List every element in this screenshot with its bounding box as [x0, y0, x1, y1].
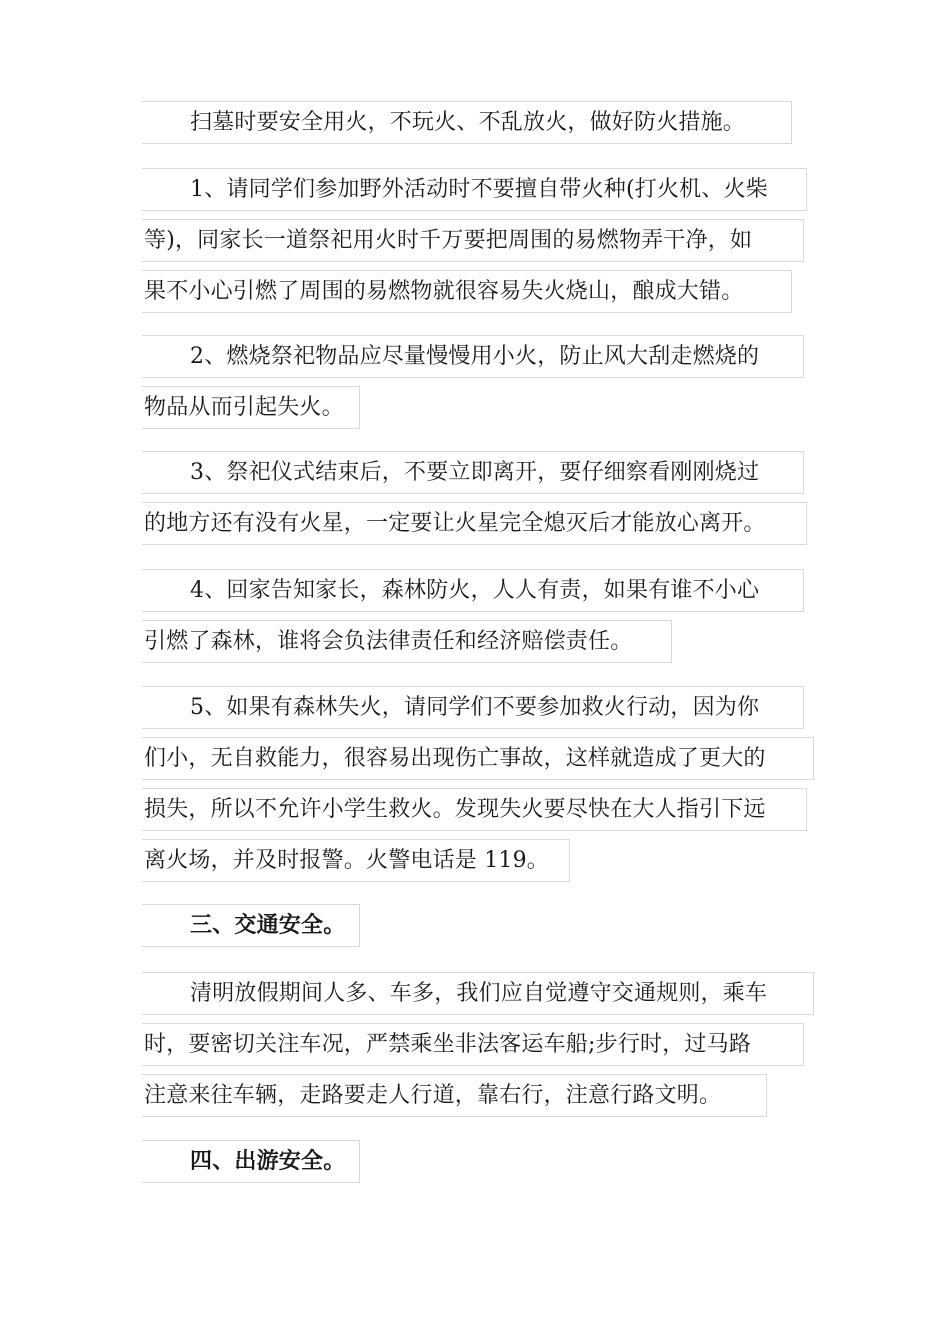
text-line	[142, 616, 759, 667]
line-text: 5、如果有森林失火，请同学们不要参加救火行动，因为你	[190, 695, 760, 720]
heading-line	[142, 900, 345, 951]
heading-text: 四、出游安全。	[190, 1148, 346, 1174]
line-text: 损失，所以不允许小学生救火。发现失火要尽快在大人指引下远	[144, 797, 766, 822]
line-text: 等)，同家长一道祭祀用火时千万要把周围的易燃物弄干净，如	[144, 228, 753, 253]
text-line	[142, 835, 766, 886]
text-line	[142, 447, 766, 498]
paragraph-fire-safety-intro	[142, 97, 745, 148]
text-line	[142, 784, 766, 835]
text-line	[142, 215, 768, 266]
text-line	[142, 682, 766, 733]
section-heading-travel-safety	[142, 1136, 345, 1187]
text-line	[142, 733, 766, 784]
text-line	[142, 331, 759, 382]
text-line	[142, 266, 768, 317]
paragraph-item-3	[142, 447, 766, 549]
text-line	[142, 1019, 767, 1070]
text-line	[142, 164, 768, 215]
line-text: 离火场，并及时报警。火警电话是 119。	[144, 848, 549, 873]
line-text: 物品从而引起失火。	[144, 395, 344, 420]
section-heading-traffic-safety	[142, 900, 345, 951]
line-text: 2、燃烧祭祀物品应尽量慢慢用小火，防止风大刮走燃烧的	[190, 344, 760, 369]
line-text: 引燃了森林，谁将会负法律责任和经济赔偿责任。	[144, 629, 633, 654]
line-text: 的地方还有没有火星，一定要让火星完全熄灭后才能放心离开。	[144, 511, 766, 536]
paragraph-item-1	[142, 164, 768, 317]
heading-line	[142, 1136, 345, 1187]
line-text: 清明放假期间人多、车多，我们应自觉遵守交通规则，乘车	[190, 981, 768, 1006]
line-text: 1、请同学们参加野外活动时不要擅自带火种(打火机、火柴	[190, 177, 768, 202]
line-text: 3、祭祀仪式结束后，不要立即离开，要仔细察看刚刚烧过	[190, 460, 760, 485]
text-line	[142, 565, 759, 616]
line-text: 们小，无自救能力，很容易出现伤亡事故，这样就造成了更大的	[144, 746, 766, 771]
text-line	[142, 382, 759, 433]
paragraph-item-2	[142, 331, 759, 433]
heading-text: 三、交通安全。	[190, 912, 346, 938]
text-line	[142, 968, 767, 1019]
paragraph-item-4	[142, 565, 759, 667]
line-text: 注意来往车辆，走路要走人行道，靠右行，注意行路文明。	[144, 1083, 722, 1108]
text-line	[142, 97, 745, 148]
text-line	[142, 1070, 767, 1121]
line-text: 扫墓时要安全用火，不玩火、不乱放火，做好防火措施。	[190, 110, 746, 135]
line-text: 时，要密切关注车况，严禁乘坐非法客运车船;步行时，过马路	[144, 1032, 752, 1057]
line-text: 4、回家告知家长，森林防火，人人有责，如果有谁不小心	[190, 578, 760, 603]
paragraph-traffic-rules	[142, 968, 767, 1121]
paragraph-item-5	[142, 682, 766, 886]
line-text: 果不小心引燃了周围的易燃物就很容易失火烧山，酿成大错。	[144, 279, 744, 304]
text-line	[142, 498, 766, 549]
